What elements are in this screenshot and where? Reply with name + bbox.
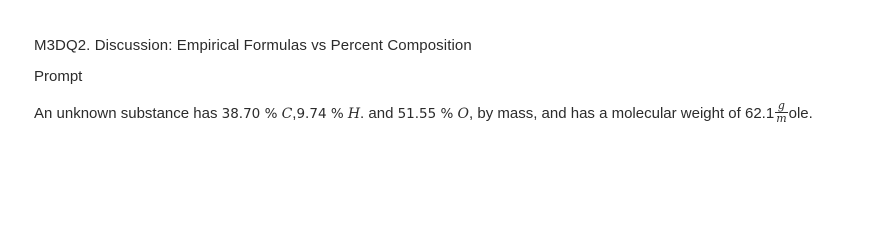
carbon-percent: 38.70 % xyxy=(221,106,278,122)
unit-fraction xyxy=(775,100,787,125)
hydrogen-percent: 9.74 % xyxy=(296,106,344,122)
hydrogen-symbol: H xyxy=(347,106,361,122)
prompt-text xyxy=(34,96,813,132)
prompt-text-part: An unknown substance has xyxy=(34,105,222,122)
carbon-symbol: C xyxy=(281,106,293,122)
unit-numerator: g xyxy=(775,100,787,113)
separator-comma: , xyxy=(469,105,474,122)
separator-comma: , xyxy=(292,105,297,122)
oxygen-symbol: O xyxy=(457,106,470,122)
unit-denominator: m xyxy=(776,111,787,125)
oxygen-percent: 51.55 % xyxy=(397,106,454,122)
prompt-text-part: . and xyxy=(360,105,398,122)
page-title: M3DQ2. Discussion: Empirical Formulas vs Percent Composition xyxy=(34,37,472,54)
section-label-prompt: Prompt xyxy=(34,68,83,85)
prompt-text-part: by mass, and has a molecular weight of 62.1 xyxy=(473,105,775,122)
prompt-text-part: ole. xyxy=(788,105,813,122)
